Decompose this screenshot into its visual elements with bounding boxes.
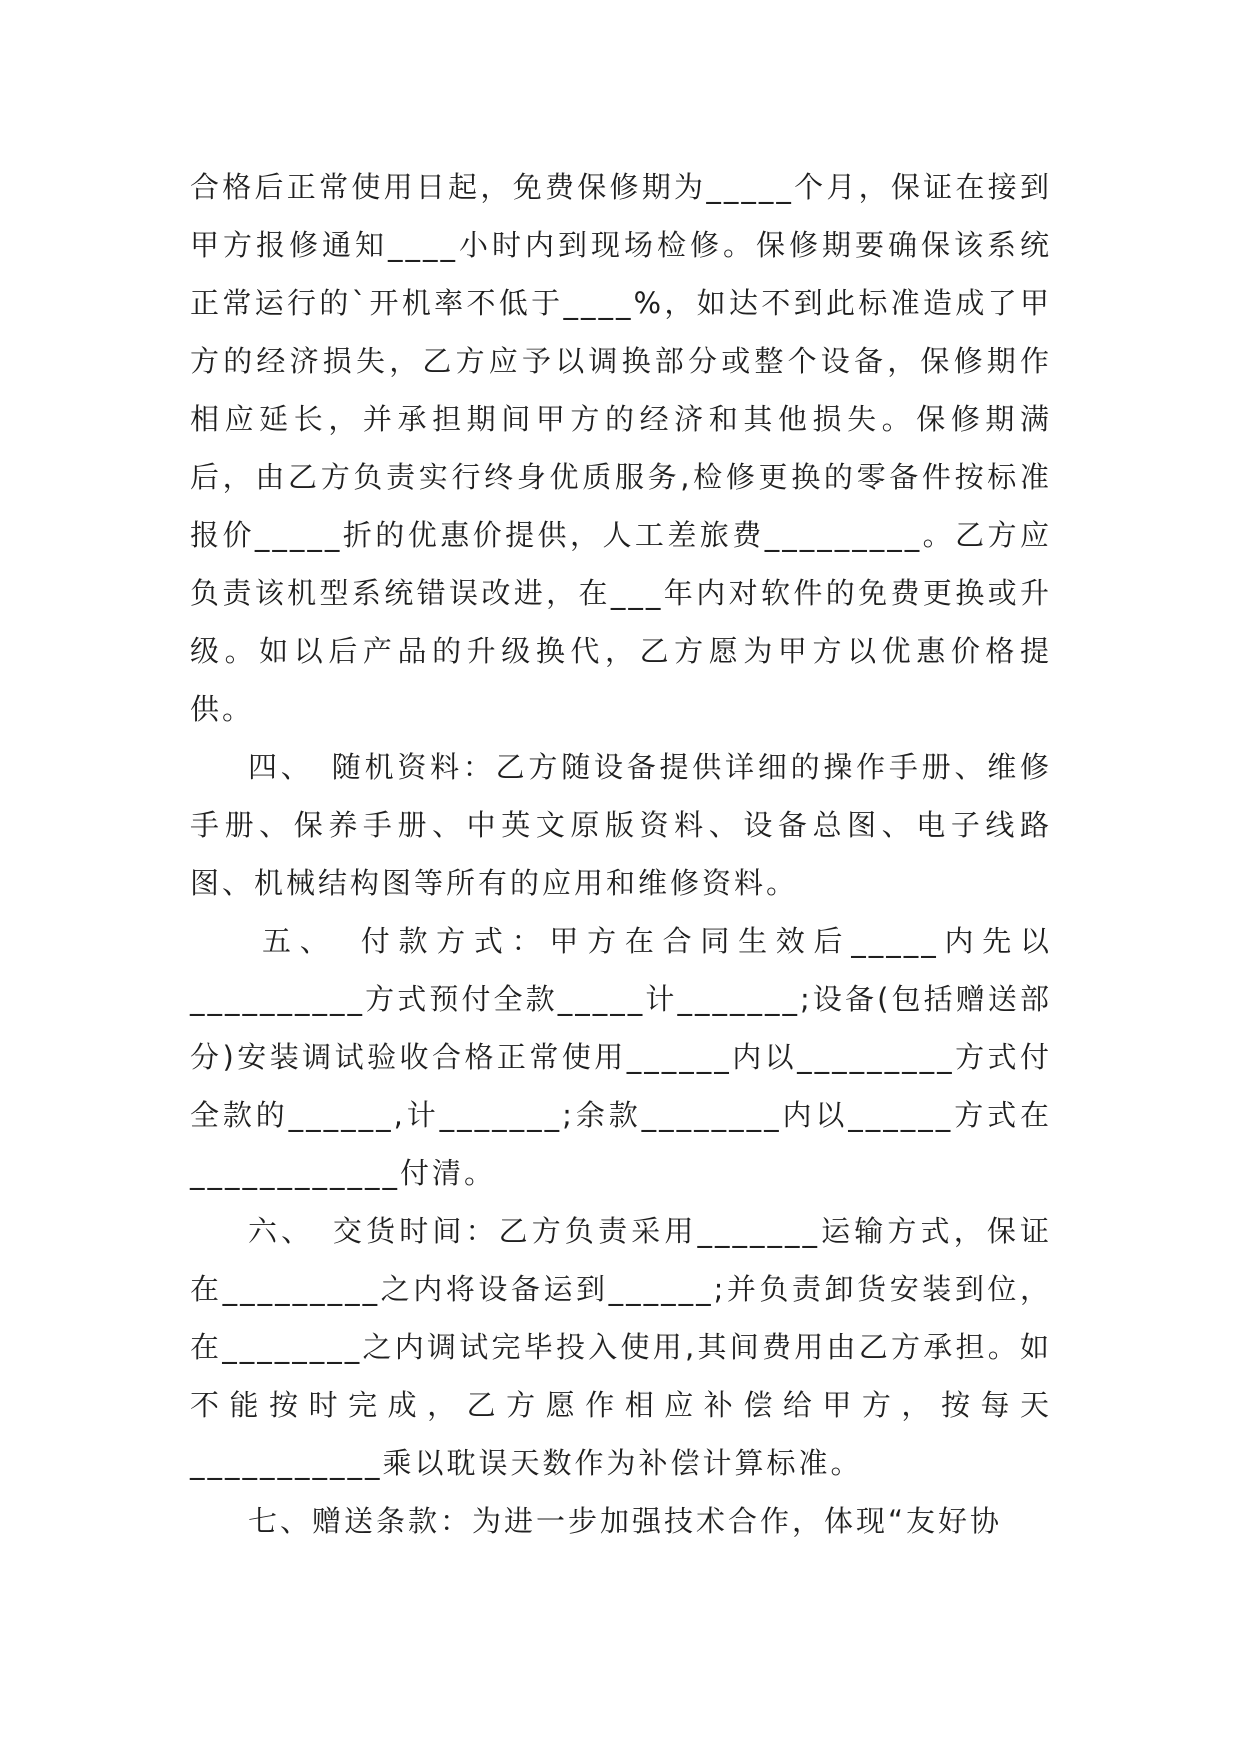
paragraph-warranty: 合格后正常使用日起，免费保修期为_____个月，保证在接到甲方报修通知____小时内到现场检修。保修期要确保该系统正常运行的`开机率不低于____%，如达不到此标准造成了甲方的经济损失，乙方应予以调换部分或整个设备，保修期作相应延长，并承担期间甲方的经济和其他损失。保修期满后，由乙方负责实行终身优质服务,检修更换的零备件按标准报价_____折的优惠价提供，人工差旅费_________。乙方应负责该机型系统错误改进，在___年内对软件的免费更换或升级。如以后产品的升级换代，乙方愿为甲方以优惠价格提供。 <box>190 170 1052 726</box>
paragraph-delivery: 六、 交货时间：乙方负责采用_______运输方式，保证在_________之内将设备运到______;并负责卸货安装到位，在________之内调试完毕投入使用,其间费用由乙方承担。如不能按时完成，乙方愿作相应补偿给甲方，按每天___________乘以耽误天数作为补偿计算标准。 <box>190 1214 1052 1480</box>
paragraph-payment: 五、 付款方式：甲方在合同生效后_____内先以__________方式预付全款_____计_______;设备(包括赠送部分)安装调试验收合格正常使用______内以_________方式付全款的______,计_______;余款________内以______方式在____________付清。 <box>190 924 1052 1190</box>
document-body <box>190 158 1052 1550</box>
paragraph-documentation: 四、 随机资料：乙方随设备提供详细的操作手册、维修手册、保养手册、中英文原版资料、设备总图、电子线路图、机械结构图等所有的应用和维修资料。 <box>190 750 1052 900</box>
paragraph-gift: 七、赠送条款：为进一步加强技术合作，体现“友好协 <box>248 1504 1003 1538</box>
